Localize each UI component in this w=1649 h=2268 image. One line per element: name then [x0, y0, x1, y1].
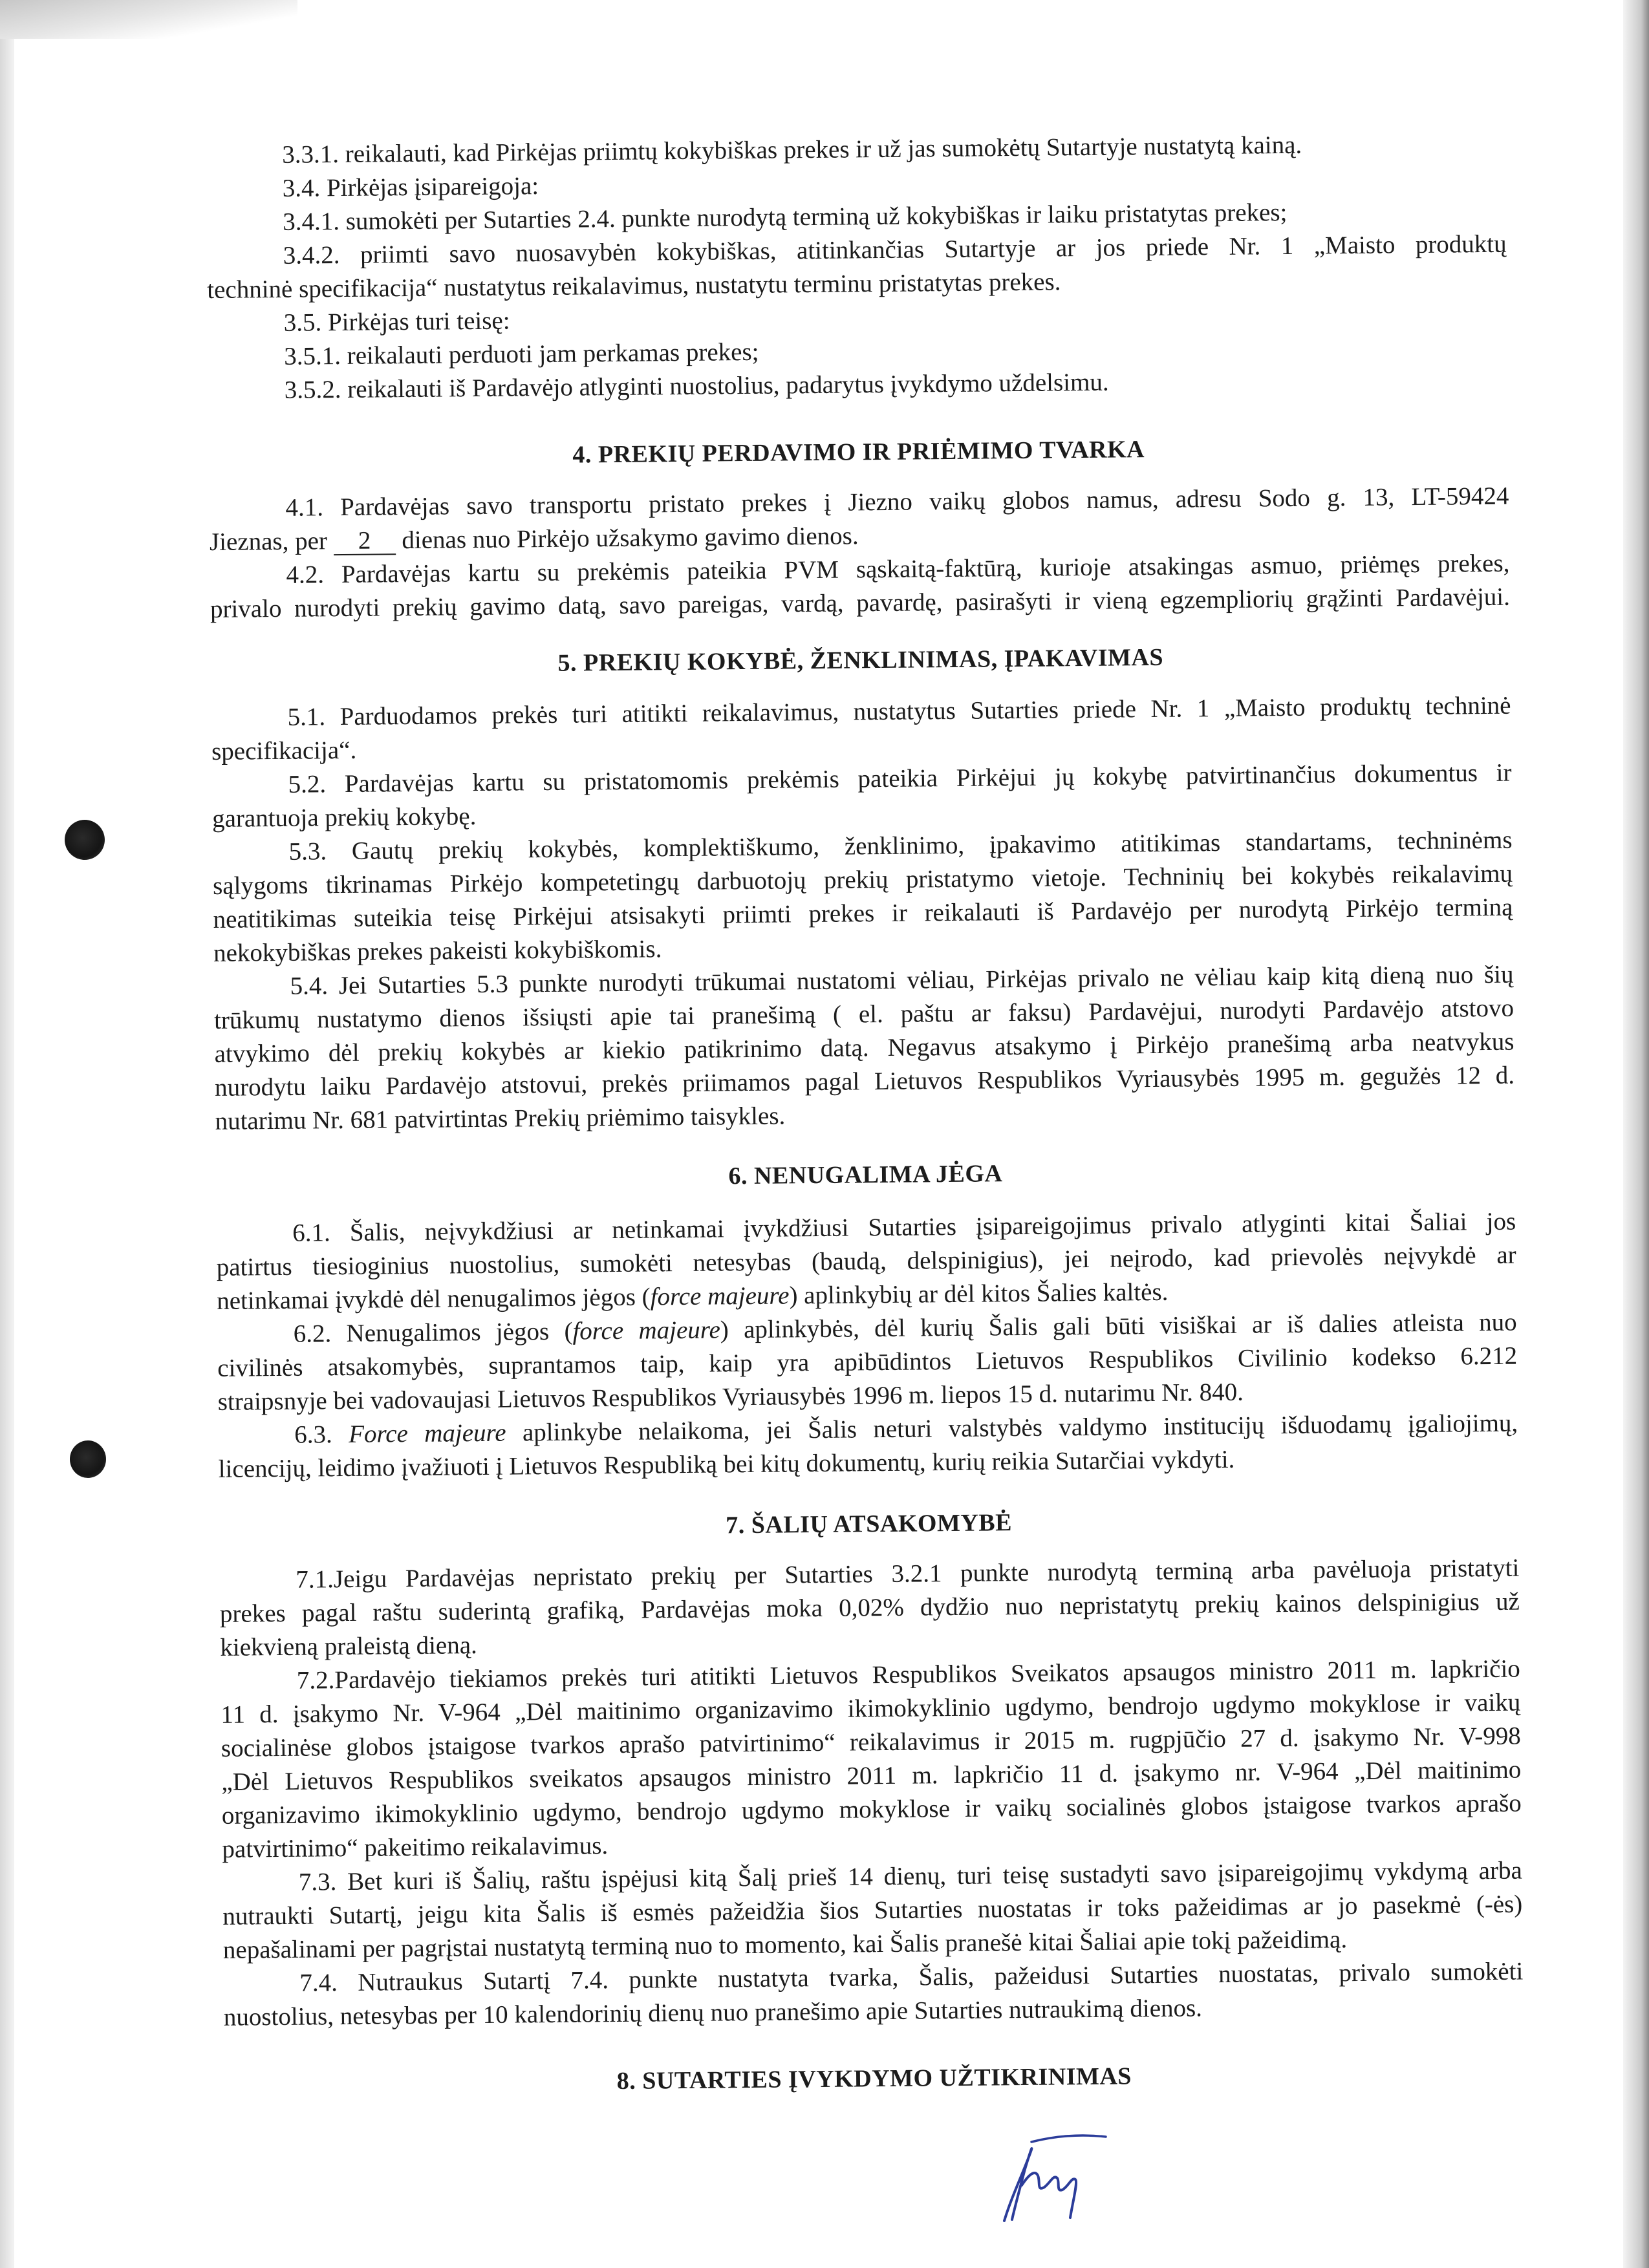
section-6-heading: 6. NENUGALIMA JĖGA — [728, 1160, 1003, 1190]
punch-hole-bottom — [70, 1440, 106, 1478]
clause-6-1-text-b: ) aplinkybių ar dėl kitos Šalies kaltės. — [789, 1278, 1169, 1310]
scan-edge-left — [0, 0, 14, 2268]
clause-5-4-cont-4: nutarimu Nr. 681 patvirtintas Prekių priėmimo taisykles. — [215, 1102, 786, 1135]
force-majeure-term: Force majeure — [348, 1418, 506, 1448]
punch-hole-top — [65, 820, 105, 860]
clause-3-5-1: 3.5.1. reikalauti perduoti jam perkamas prekes; — [284, 337, 759, 370]
section-5-heading: 5. PREKIŲ KOKYBĖ, ŽENKLINIMAS, ĮPAKAVIMAS — [557, 643, 1164, 677]
clause-7-4-cont: nuostolius, netesybas per 10 kalendorinių dienų nuo pranešimo apie Sutarties nutraukimą dienos. — [223, 1994, 1203, 2031]
clause-4-2-cont: privalo nurodyti prekių gavimo datą, savo pareigas, vardą, pavardę, pasirašyti ir vieną egzempliorių grąžinti Pardavėjui. — [210, 583, 1511, 623]
clause-5-4-cont-3: nurodytu laiku Pardavėjo atstovui, prekės priimamos pagal Lietuvos Respublikos Vyriausybės 1995 m. gegužės 12 d. — [214, 1061, 1515, 1102]
clause-5-3-cont-3: nekokybiškas prekes pakeisti kokybiškomis. — [213, 935, 662, 967]
clause-5-2: 5.2. Pardavėjas kartu su pristatomomis prekėmis pateikia Pirkėjui jų kokybę patvirtinančius dokumentus ir — [288, 758, 1512, 798]
scan-corner-shadow — [0, 0, 297, 39]
clause-5-3-cont-2: neatitikimas suteikia teisę Pirkėjui atsisakyti priimti prekes ir reikalauti iš Pardavėjo per nurodytą Pirkėjo terminą — [213, 893, 1513, 934]
clause-3-4-2: 3.4.2. priimti savo nuosavybėn kokybiškas, atitinkančias Sutartyje ar jos priede Nr. 1 „Maisto produktų — [283, 230, 1507, 270]
clause-5-1-cont: specifikacija“. — [211, 736, 357, 765]
clause-7-2-cont-1: 11 d. įsakymo Nr. V-964 „Dėl maitinimo organizavimo ikimokyklinio ugdymo, bendrojo ugdymo mokyklose ir vaikų — [221, 1688, 1521, 1729]
clause-3-3-1: 3.3.1. reikalauti, kad Pirkėjas priimtų kokybiškas prekes ir už jas sumokėtų Sutartyje nustatytą kainą. — [282, 131, 1302, 169]
clause-5-4-cont-1: trūkumų nustatymo dienos išsiųsti apie tai pranešimą ( el. paštu ar faksu) Pardavėjui, nurodyti Pardavėjo atstovo — [213, 994, 1514, 1034]
clause-7-1: 7.1.Jeigu Pardavėjas nepristato prekių per Sutarties 3.2.1 punkte nurodytą terminą arba pavėluoja pristatyti — [296, 1554, 1520, 1594]
section-4-heading: 4. PREKIŲ PERDAVIMO IR PRIĖMIMO TVARKA — [572, 436, 1145, 469]
delivery-days-blank: 2 — [333, 528, 395, 555]
clause-6-3-text-a: 6.3. — [294, 1420, 349, 1449]
clause-3-4-2-cont: techninė specifikacija“ nustatytus reikalavimus, nustatytu terminu pristatytas prekes. — [207, 268, 1061, 304]
handwritten-signature — [986, 2130, 1116, 2227]
clause-7-1-cont-1: prekes pagal raštu suderintą grafiką, Pardavėjas moka 0,02% dydžio nuo nepristatytų prekių kainos delspinigius už — [219, 1587, 1520, 1628]
clause-4-1: 4.1. Pardavėjas savo transportu pristato prekes į Jiezno vaikų globos namus, adresu Sodo g. 13, LT-59424 — [285, 482, 1509, 522]
section-8-heading: 8. SUTARTIES ĮVYKDYMO UŽTIKRINIMAS — [616, 2062, 1132, 2095]
section-7-body — [219, 1552, 1524, 2035]
clause-5-4-cont-2: atvykimo dėl prekių kokybės ar kiekio patikrinimo datą. Negavus atsakymo į Pirkėjo pranešimą arba neatvykus — [214, 1027, 1514, 1068]
clause-6-2-cont-2: straipsnyje bei vadovaujasi Lietuvos Respublikos Vyriausybės 1996 m. liepos 15 d. nutarimu Nr. 840. — [217, 1378, 1244, 1416]
section-4-body — [209, 480, 1510, 626]
clause-6-3-cont: licencijų, leidimo įvažiuoti į Lietuvos Respubliką bei kitų dokumentų, kurių reikia Sutarčiai vykdyti. — [218, 1445, 1235, 1483]
clause-6-2-cont-1: civilinės atsakomybės, suprantamos taip, kaip yra apibūdintos Lietuvos Respublikos Civilinio kodekso 6.212 — [217, 1342, 1518, 1382]
clause-7-2-cont-2: socialinėse globos įstaigose tvarkos aprašo patvirtinimo“ reikalavimus ir 2015 m. rugpjūčio 27 d. įsakymo Nr. V-998 — [221, 1722, 1522, 1762]
clause-3-5-2: 3.5.2. reikalauti iš Pardavėjo atlyginti nuostolius, padarytus įvykdymo uždelsimu. — [284, 368, 1109, 404]
clause-5-3-cont-1: sąlygoms tikrinamas Pirkėjo kompetetingų darbuotojų prekių pristatymo vietoje. Techninių bei kokybės reikalavimų — [212, 859, 1513, 900]
section-6-body — [216, 1205, 1518, 1486]
clause-5-3: 5.3. Gautų prekių kokybės, komplektiškumo, ženklinimo, įpakavimo atitikimas standartams, techninėms — [288, 826, 1513, 866]
clause-7-4: 7.4. Nutraukus Sutartį 7.4. punkte nustatyta tvarka, Šalis, pažeidusi Sutarties nuostatas, privalo sumokėti — [299, 1957, 1524, 1997]
clause-4-2: 4.2. Pardavėjas kartu su prekėmis pateikia PVM sąskaitą-faktūrą, kurioje atsakingas asmuo, priėmęs prekes, — [286, 549, 1510, 589]
clause-6-3-text-b: aplinkybe nelaikoma, jei Šalis neturi valstybės valdymo institucijų išduodamų įgaliojimų, — [506, 1409, 1518, 1447]
section-3-continuation — [206, 127, 1508, 408]
force-majeure-term: force majeure — [650, 1281, 790, 1311]
clause-7-1-cont-2: kiekvieną praleistą dieną. — [220, 1631, 478, 1662]
clause-6-2-text-a: 6.2. Nenugalimos jėgos ( — [293, 1317, 573, 1348]
clause-5-2-cont: garantuoja prekių kokybę. — [211, 802, 477, 833]
force-majeure-term: force majeure — [572, 1316, 721, 1345]
clause-3-5: 3.5. Pirkėjas turi teisę: — [283, 306, 510, 337]
clause-3-4: 3.4. Pirkėjas įsipareigoja: — [282, 172, 539, 202]
clause-7-3-cont-1: nutraukti Sutartį, jeigu kita Šalis iš esmės pažeidžia šios Sutarties nuostatas ir toks pažeidimas ar jo pasekmė (-ės) — [222, 1890, 1523, 1931]
clause-7-2-cont-5: patvirtinimo“ pakeitimo reikalavimus. — [222, 1832, 609, 1863]
clause-6-1-text-a: netinkamai įvykdė dėl nenugalimos jėgos ( — [217, 1283, 651, 1315]
scan-edge-right — [1623, 0, 1649, 2268]
section-5-body — [211, 689, 1514, 1139]
clause-7-3: 7.3. Bet kuri iš Šalių, raštu įspėjusi kitą Šalį prieš 14 dienų, turi teisę sustadyti savo įsipareigojimų vykdymą arba — [298, 1856, 1523, 1896]
clause-7-2-cont-3: „Dėl Lietuvos Respublikos sveikatos apsaugos ministro 2011 m. lapkričio 11 d. įsakymo nr. V-964 „Dėl maitinimo — [221, 1755, 1522, 1796]
document-page — [206, 127, 1524, 2102]
clause-6-1: 6.1. Šalis, neįvykdžiusi ar netinkamai įvykdžiusi Sutarties įsipareigojimus privalo atlyginti kitai Šaliai jos — [292, 1207, 1516, 1247]
clause-6-2-text-b: ) aplinkybės, dėl kurių Šalis gali būti visiškai ar iš dalies atleista nuo — [720, 1308, 1517, 1344]
clause-5-4: 5.4. Jei Sutarties 5.3 punkte nurodyti trūkumai nustatomi vėliau, Pirkėjas privalo ne vėliau kaip kitą dieną nuo šių — [290, 960, 1514, 1000]
clause-4-1-text-b: dienas nuo Pirkėjo užsakymo gavimo dienos. — [402, 522, 859, 555]
section-7-heading: 7. ŠALIŲ ATSAKOMYBĖ — [726, 1509, 1013, 1539]
clause-6-1-cont-1: patirtus tiesioginius nuostolius, sumokėti netesybas (baudą, delspinigius), jei neįrodo, kad prievolės neįvykdė ar — [216, 1241, 1516, 1281]
clause-7-2: 7.2.Pardavėjo tiekiamos prekės turi atitikti Lietuvos Respublikos Sveikatos apsaugos ministro 2011 m. lapkričio — [296, 1654, 1521, 1695]
clause-7-3-cont-2: nepašalinami per pagrįstai nustatytą terminą nuo to momento, kai Šalis pranešė kitai Šaliai apie tokį pažeidimą. — [222, 1925, 1348, 1964]
clause-3-4-1: 3.4.1. sumokėti per Sutarties 2.4. punkte nurodytą terminą už kokybiškas ir laiku pristatytas prekes; — [283, 198, 1288, 236]
clause-7-2-cont-4: organizavimo ikimokyklinio ugdymo, bendrojo ugdymo mokyklose ir vaikų socialinės globos įstaigose tvarkos aprašo — [221, 1789, 1522, 1830]
clause-5-1: 5.1. Parduodamos prekės turi atitikti reikalavimus, nustatytus Sutarties priede Nr. 1 „Maisto produktų techninė — [287, 691, 1511, 731]
clause-4-1-text-a: Jieznas, per — [209, 527, 328, 556]
